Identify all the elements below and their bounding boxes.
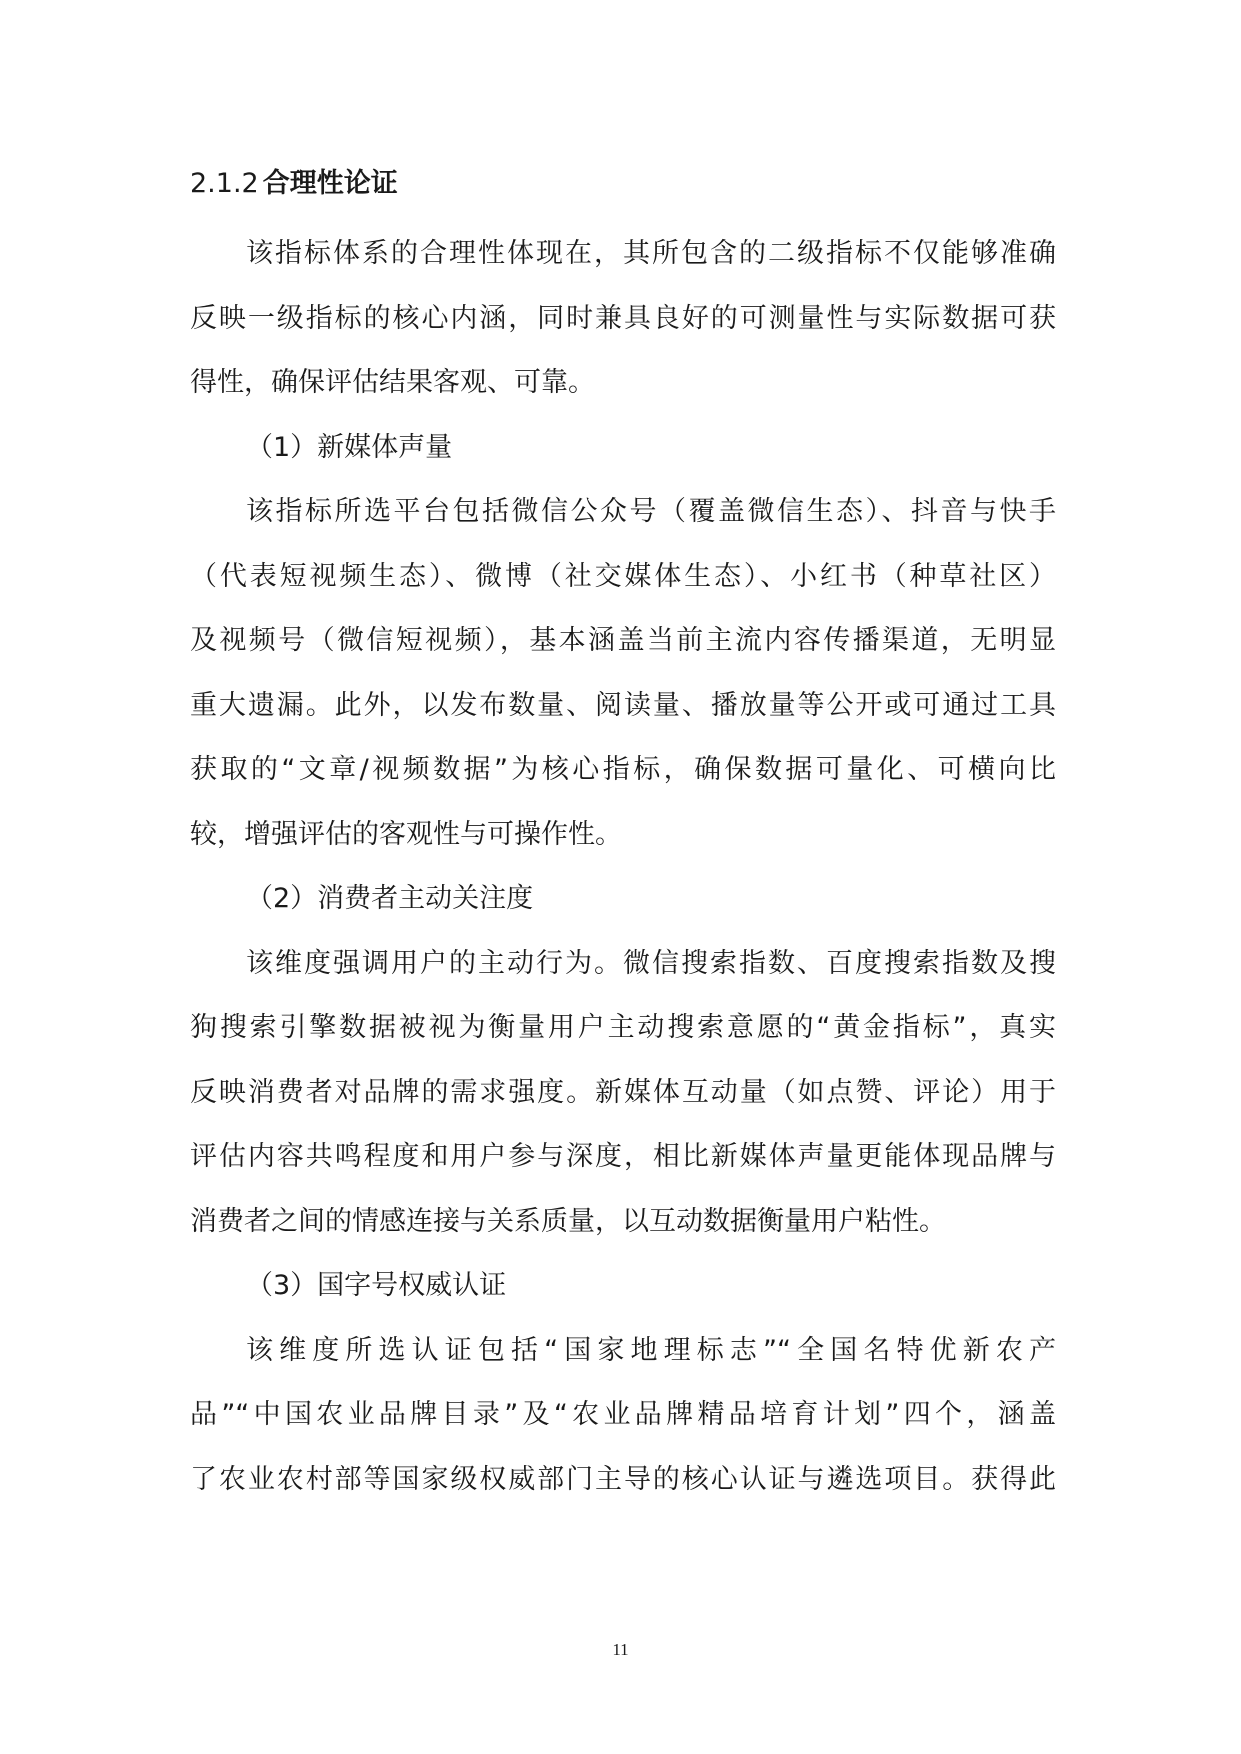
- paragraph-line: 该维度所选认证包括“国家地理标志”“全国名特优新农产: [246, 1334, 1056, 1366]
- paragraph-line: 消费者之间的情感连接与关系质量，以互动数据衡量用户粘性。: [190, 1205, 946, 1237]
- paragraph-line: 及视频号（微信短视频），基本涵盖当前主流内容传播渠道，无明显: [190, 625, 1056, 656]
- section-heading: [190, 164, 398, 204]
- paragraph-line: 评估内容共鸣程度和用户参与深度，相比新媒体声量更能体现品牌与: [190, 1141, 1056, 1172]
- paragraph-line: 得性，确保评估结果客观、可靠。: [190, 367, 595, 398]
- paragraph-line: 该指标体系的合理性体现在，其所包含的二级指标不仅能够准确: [246, 238, 1056, 269]
- paragraph-line: 狗搜索引擎数据被视为衡量用户主动搜索意愿的“黄金指标”，真实: [190, 1012, 1056, 1043]
- page-number: 11: [612, 1640, 629, 1659]
- subsection-heading: （2）消费者主动关注度: [246, 883, 534, 914]
- paragraph-line: 该维度强调用户的主动行为。微信搜索指数、百度搜索指数及搜: [246, 947, 1056, 979]
- section-title: 合理性论证: [262, 168, 398, 199]
- subsection-heading: （3）国字号权威认证: [246, 1270, 507, 1301]
- subsection-heading: （1）新媒体声量: [246, 431, 453, 463]
- paragraph-line: 较，增强评估的客观性与可操作性。: [190, 818, 622, 850]
- paragraph-line: （代表短视频生态）、微博（社交媒体生态）、小红书（种草社区）: [190, 560, 1056, 592]
- paragraph-line: 了农业农村部等国家级权威部门主导的核心认证与遴选项目。获得此: [190, 1463, 1056, 1495]
- paragraph-line: 品”“中国农业品牌目录”及“农业品牌精品培育计划”四个，涵盖: [190, 1399, 1056, 1430]
- paragraph-line: 反映一级指标的核心内涵，同时兼具良好的可测量性与实际数据可获: [190, 302, 1056, 334]
- document-body: [190, 234, 1056, 1524]
- paragraph-line: 获取的“文章/视频数据”为核心指标，确保数据可量化、可横向比: [190, 754, 1056, 785]
- paragraph-line: 重大遗漏。此外，以发布数量、阅读量、播放量等公开或可通过工具: [190, 689, 1056, 721]
- paragraph-line: 反映消费者对品牌的需求强度。新媒体互动量（如点赞、评论）用于: [190, 1076, 1056, 1108]
- section-number: 2.1.2: [190, 168, 259, 199]
- paragraph-line: 该指标所选平台包括微信公众号（覆盖微信生态）、抖音与快手: [246, 496, 1056, 527]
